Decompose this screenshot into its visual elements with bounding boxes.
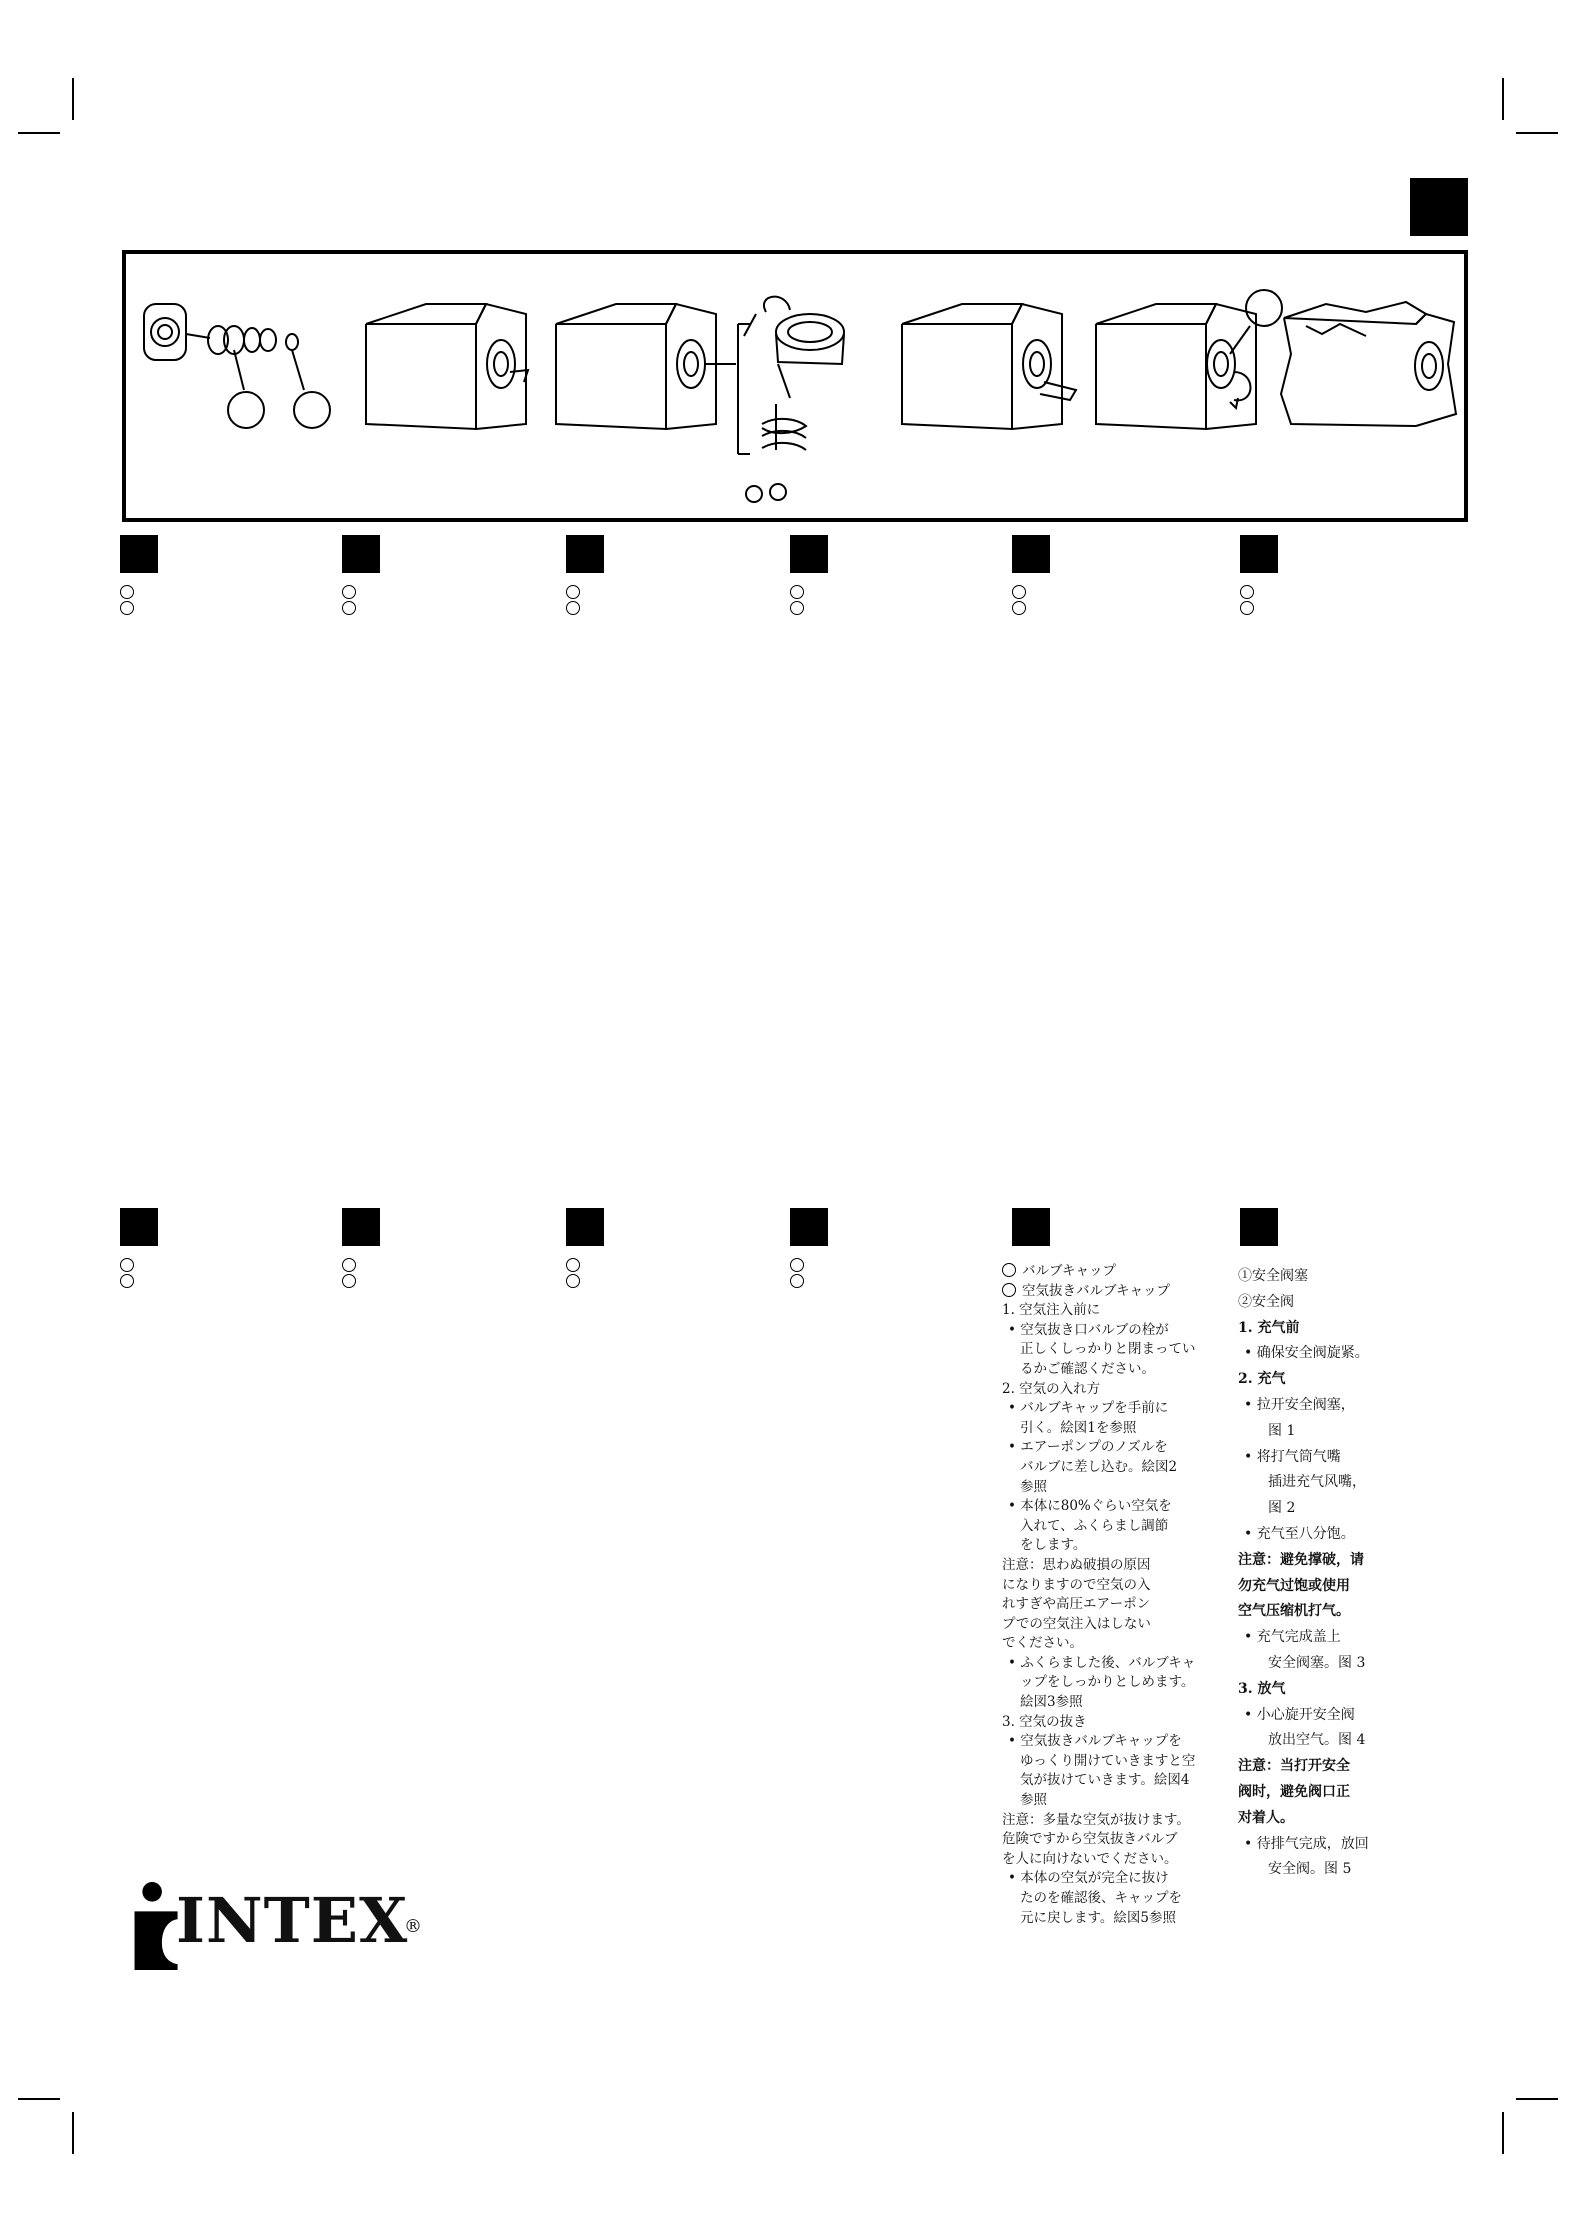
mattress-step-4: [1096, 290, 1282, 429]
callout-ring: [790, 1274, 804, 1288]
language-tab-marker: [1410, 178, 1468, 236]
panel-marker-square: [342, 1208, 380, 1246]
instruction-line: を人に向けないでください。: [1002, 1850, 1178, 1867]
instruction-line: バルブに差し込む。絵図2: [1020, 1458, 1178, 1475]
instruction-line: 2. 充气: [1238, 1371, 1286, 1388]
instruction-line: 3. 空気の抜き: [1002, 1713, 1087, 1730]
instruction-line: • 拉开安全阀塞，: [1244, 1396, 1355, 1413]
instruction-line: ップをしっかりとしめます。: [1020, 1674, 1195, 1691]
instruction-line: • バルブキャップを手前に: [1008, 1400, 1169, 1417]
legend-text: 空気抜きバルブキャップ: [1022, 1282, 1170, 1299]
instruction-line: でください。: [1002, 1635, 1083, 1652]
instruction-line: 安全阀。图 5: [1268, 1861, 1352, 1878]
pump-drawing: [738, 297, 844, 502]
instruction-line: 参照: [1020, 1478, 1047, 1495]
panel-marker-square: [120, 535, 158, 573]
legend-item: [1002, 1262, 1196, 1282]
intex-logo-text: INTEX: [176, 1884, 409, 1957]
callout-marker: [1002, 1263, 1016, 1277]
instruction-line: 2. 空気の入れ方: [1002, 1380, 1101, 1397]
panel-marker-square: [790, 1208, 828, 1246]
instruction-line: 1. 空気注入前に: [1002, 1302, 1101, 1319]
mattress-step-1: [366, 304, 528, 429]
instruction-line: 注意：多量な空気が抜けます。: [1002, 1811, 1190, 1828]
instruction-line: 图 2: [1268, 1500, 1296, 1517]
callout-ring: [566, 585, 580, 599]
callout-ring: [120, 1258, 134, 1272]
crop-mark-bottom-right-v: [1502, 2112, 1504, 2154]
callout-circle-1: [228, 392, 264, 428]
instruction-line: • 本体の空気が完全に抜け: [1008, 1870, 1169, 1887]
crop-mark-bottom-left-h: [18, 2098, 60, 2100]
registered-mark: ®: [404, 1916, 422, 1937]
instruction-line: • 充气至八分饱。: [1244, 1525, 1355, 1542]
panel-marker-square: [566, 1208, 604, 1246]
instruction-line: 勿充气过饱或使用: [1238, 1577, 1350, 1594]
chinese-body: [1238, 1264, 1369, 1883]
callout-ring: [1012, 585, 1026, 599]
callout-ring: [1240, 585, 1254, 599]
mattress-step-2: [556, 304, 736, 429]
instruction-line: • 空気抜き口バルブの栓が: [1008, 1321, 1169, 1338]
instruction-line: 引く。絵図1を参照: [1020, 1419, 1137, 1436]
mattress-step-3: [902, 304, 1076, 429]
instruction-line: 阀时，避免阀口正: [1238, 1783, 1350, 1800]
panel-marker-square: [566, 535, 604, 573]
chinese-instructions: [1238, 1264, 1369, 1883]
japanese-body: [1002, 1301, 1196, 1928]
instruction-line: 图 1: [1268, 1422, 1296, 1439]
callout-circle-2: [294, 392, 330, 428]
instruction-line: 放出空气。图 4: [1268, 1732, 1366, 1749]
instruction-line: • 待排气完成，放回: [1244, 1835, 1369, 1852]
instruction-line: • 将打气筒气嘴: [1244, 1448, 1341, 1465]
instruction-line: るかご確認ください。: [1020, 1360, 1155, 1377]
panel-marker-square: [790, 535, 828, 573]
callout-ring: [790, 585, 804, 599]
crop-mark-bottom-right-h: [1516, 2098, 1558, 2100]
instruction-line: • 本体に80%ぐらい空気を: [1008, 1498, 1172, 1515]
callout-ring: [1240, 601, 1254, 615]
instruction-line: 絵図3参照: [1020, 1694, 1083, 1711]
instruction-line: 注意：思わぬ破損の原因: [1002, 1556, 1151, 1573]
callout-marker: [1002, 1283, 1016, 1297]
callout-ring: [120, 601, 134, 615]
instruction-line: ②安全阀: [1238, 1293, 1294, 1310]
callout-ring: [566, 1274, 580, 1288]
instruction-line: れすぎや高圧エアーポン: [1002, 1596, 1151, 1613]
callout-ring: [342, 601, 356, 615]
legend-item: [1002, 1282, 1196, 1302]
instruction-line: • 充气完成盖上: [1244, 1629, 1341, 1646]
callout-ring: [566, 601, 580, 615]
panel-marker-square: [1012, 1208, 1050, 1246]
panel-marker-square: [120, 1208, 158, 1246]
callout-ring: [120, 585, 134, 599]
instruction-line: 元に戻します。絵図5参照: [1020, 1909, 1177, 1926]
crop-mark-top-right-v: [1502, 78, 1504, 120]
instruction-line: • ふくらました後、バルブキャ: [1008, 1654, 1196, 1671]
instruction-line: ゆっくり開けていきますと空: [1020, 1752, 1196, 1769]
instruction-line: になりますので空気の入: [1002, 1576, 1151, 1593]
callout-circle-3: [1246, 290, 1282, 326]
instruction-line: 空气压缩机打气。: [1238, 1603, 1350, 1620]
instruction-line: たのを確認後、キャップを: [1020, 1890, 1182, 1906]
callout-ring: [342, 1274, 356, 1288]
instruction-illustration: [126, 254, 1464, 518]
instruction-line: 对着人。: [1238, 1809, 1294, 1826]
crop-mark-bottom-left-v: [72, 2112, 74, 2154]
crop-mark-top-right-h: [1516, 132, 1558, 134]
callout-ring: [790, 1258, 804, 1272]
japanese-instructions: [1002, 1262, 1196, 1928]
instruction-line: • 空気抜きバルブキャップを: [1008, 1733, 1182, 1750]
instruction-line: 参照: [1020, 1792, 1047, 1809]
instruction-line: 危険ですから空気抜きバルブ: [1002, 1831, 1178, 1848]
instruction-line: • 确保安全阀旋紧。: [1244, 1345, 1369, 1362]
callout-ring: [342, 585, 356, 599]
instruction-line: 3. 放气: [1238, 1680, 1286, 1697]
instruction-line: 正しくしっかりと閉まってい: [1020, 1341, 1196, 1358]
panel-marker-square: [1240, 1208, 1278, 1246]
instruction-line: 1. 充气前: [1238, 1319, 1300, 1336]
instruction-line: をします。: [1020, 1537, 1087, 1554]
panel-marker-square: [1240, 535, 1278, 573]
instruction-line: 注意：避免撑破，请: [1238, 1551, 1364, 1568]
crop-mark-top-left-v: [72, 78, 74, 120]
panel-marker-square: [1012, 535, 1050, 573]
valve-parts-drawing: [144, 304, 330, 428]
instruction-line: 入れて、ふくらまし調節: [1020, 1517, 1169, 1534]
legend-text: バルブキャップ: [1022, 1263, 1116, 1279]
instruction-line: 插进充气风嘴，: [1268, 1474, 1366, 1491]
callout-ring: [120, 1274, 134, 1288]
instruction-line: 注意：当打开安全: [1238, 1758, 1350, 1775]
callout-ring: [790, 601, 804, 615]
crop-mark-top-left-h: [18, 132, 60, 134]
instruction-line: 気が抜けていきます。絵図4: [1020, 1772, 1190, 1789]
instruction-line: • エアーポンプのノズルを: [1008, 1439, 1168, 1456]
callout-ring: [1012, 601, 1026, 615]
instruction-figure: [122, 250, 1468, 522]
callout-ring: [566, 1258, 580, 1272]
instruction-line: 安全阀塞。图 3: [1268, 1654, 1366, 1671]
instruction-line: • 小心旋开安全阀: [1244, 1706, 1355, 1723]
callout-ring: [342, 1258, 356, 1272]
panel-marker-square: [342, 535, 380, 573]
instruction-line: プでの空気注入はしない: [1002, 1615, 1151, 1632]
mattress-step-5-deflated: [1281, 302, 1456, 426]
instruction-line: ①安全阀塞: [1238, 1268, 1308, 1284]
